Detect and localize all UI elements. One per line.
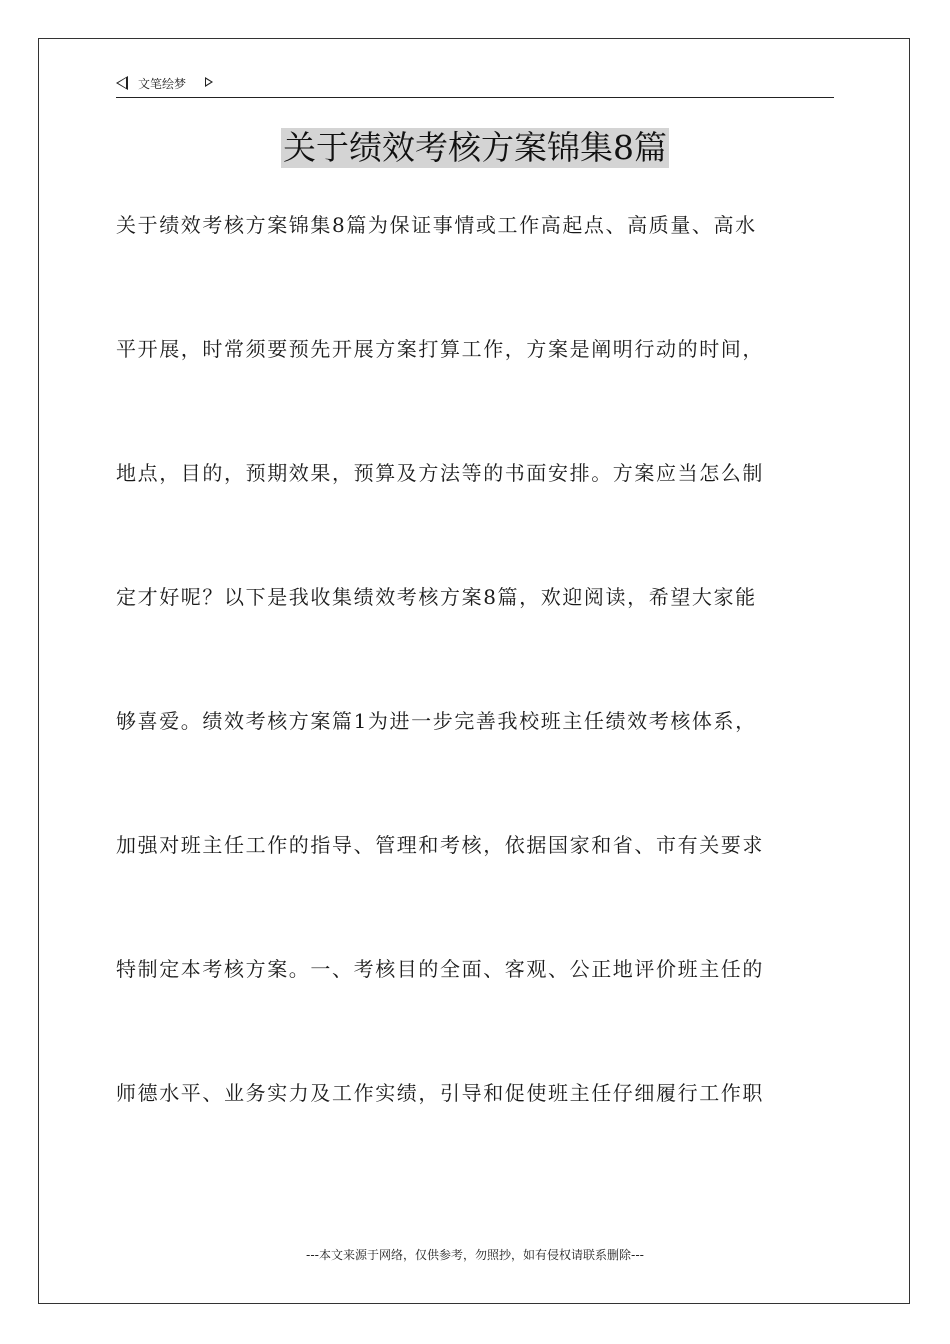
body-line: 定才好呢？以下是我收集绩效考核方案8篇，欢迎阅读，希望大家能: [116, 585, 757, 609]
header-brand: 文笔绘梦: [138, 77, 187, 91]
page-header: [116, 74, 834, 98]
page-footer: ---本文来源于网络，仅供参考，勿照抄，如有侵权请联系删除---: [306, 1248, 644, 1262]
body-line: 地点，目的，预期效果，预算及方法等的书面安排。方案应当怎么制: [116, 461, 764, 485]
document-title: 关于绩效考核方案锦集8篇: [283, 128, 667, 167]
body-line: 师德水平、业务实力及工作实绩，引导和促使班主任仔细履行工作职: [116, 1081, 764, 1105]
header-divider: [116, 97, 834, 98]
body-line: 够喜爱。绩效考核方案篇1为进一步完善我校班主任绩效考核体系，: [116, 709, 757, 733]
body-line: 特制定本考核方案。一、考核目的全面、客观、公正地评价班主任的: [116, 957, 764, 981]
body-line: 加强对班主任工作的指导、管理和考核，依据国家和省、市有关要求: [116, 833, 764, 857]
title-container: [0, 128, 950, 168]
triangle-left-icon: [116, 76, 128, 90]
body-line: 关于绩效考核方案锦集8篇为保证事情或工作高起点、高质量、高水: [116, 213, 757, 237]
triangle-right-icon: [205, 77, 213, 87]
body-line: 平开展，时常须要预先开展方案打算工作，方案是阐明行动的时间，: [116, 337, 764, 361]
document-body: [116, 198, 836, 1190]
